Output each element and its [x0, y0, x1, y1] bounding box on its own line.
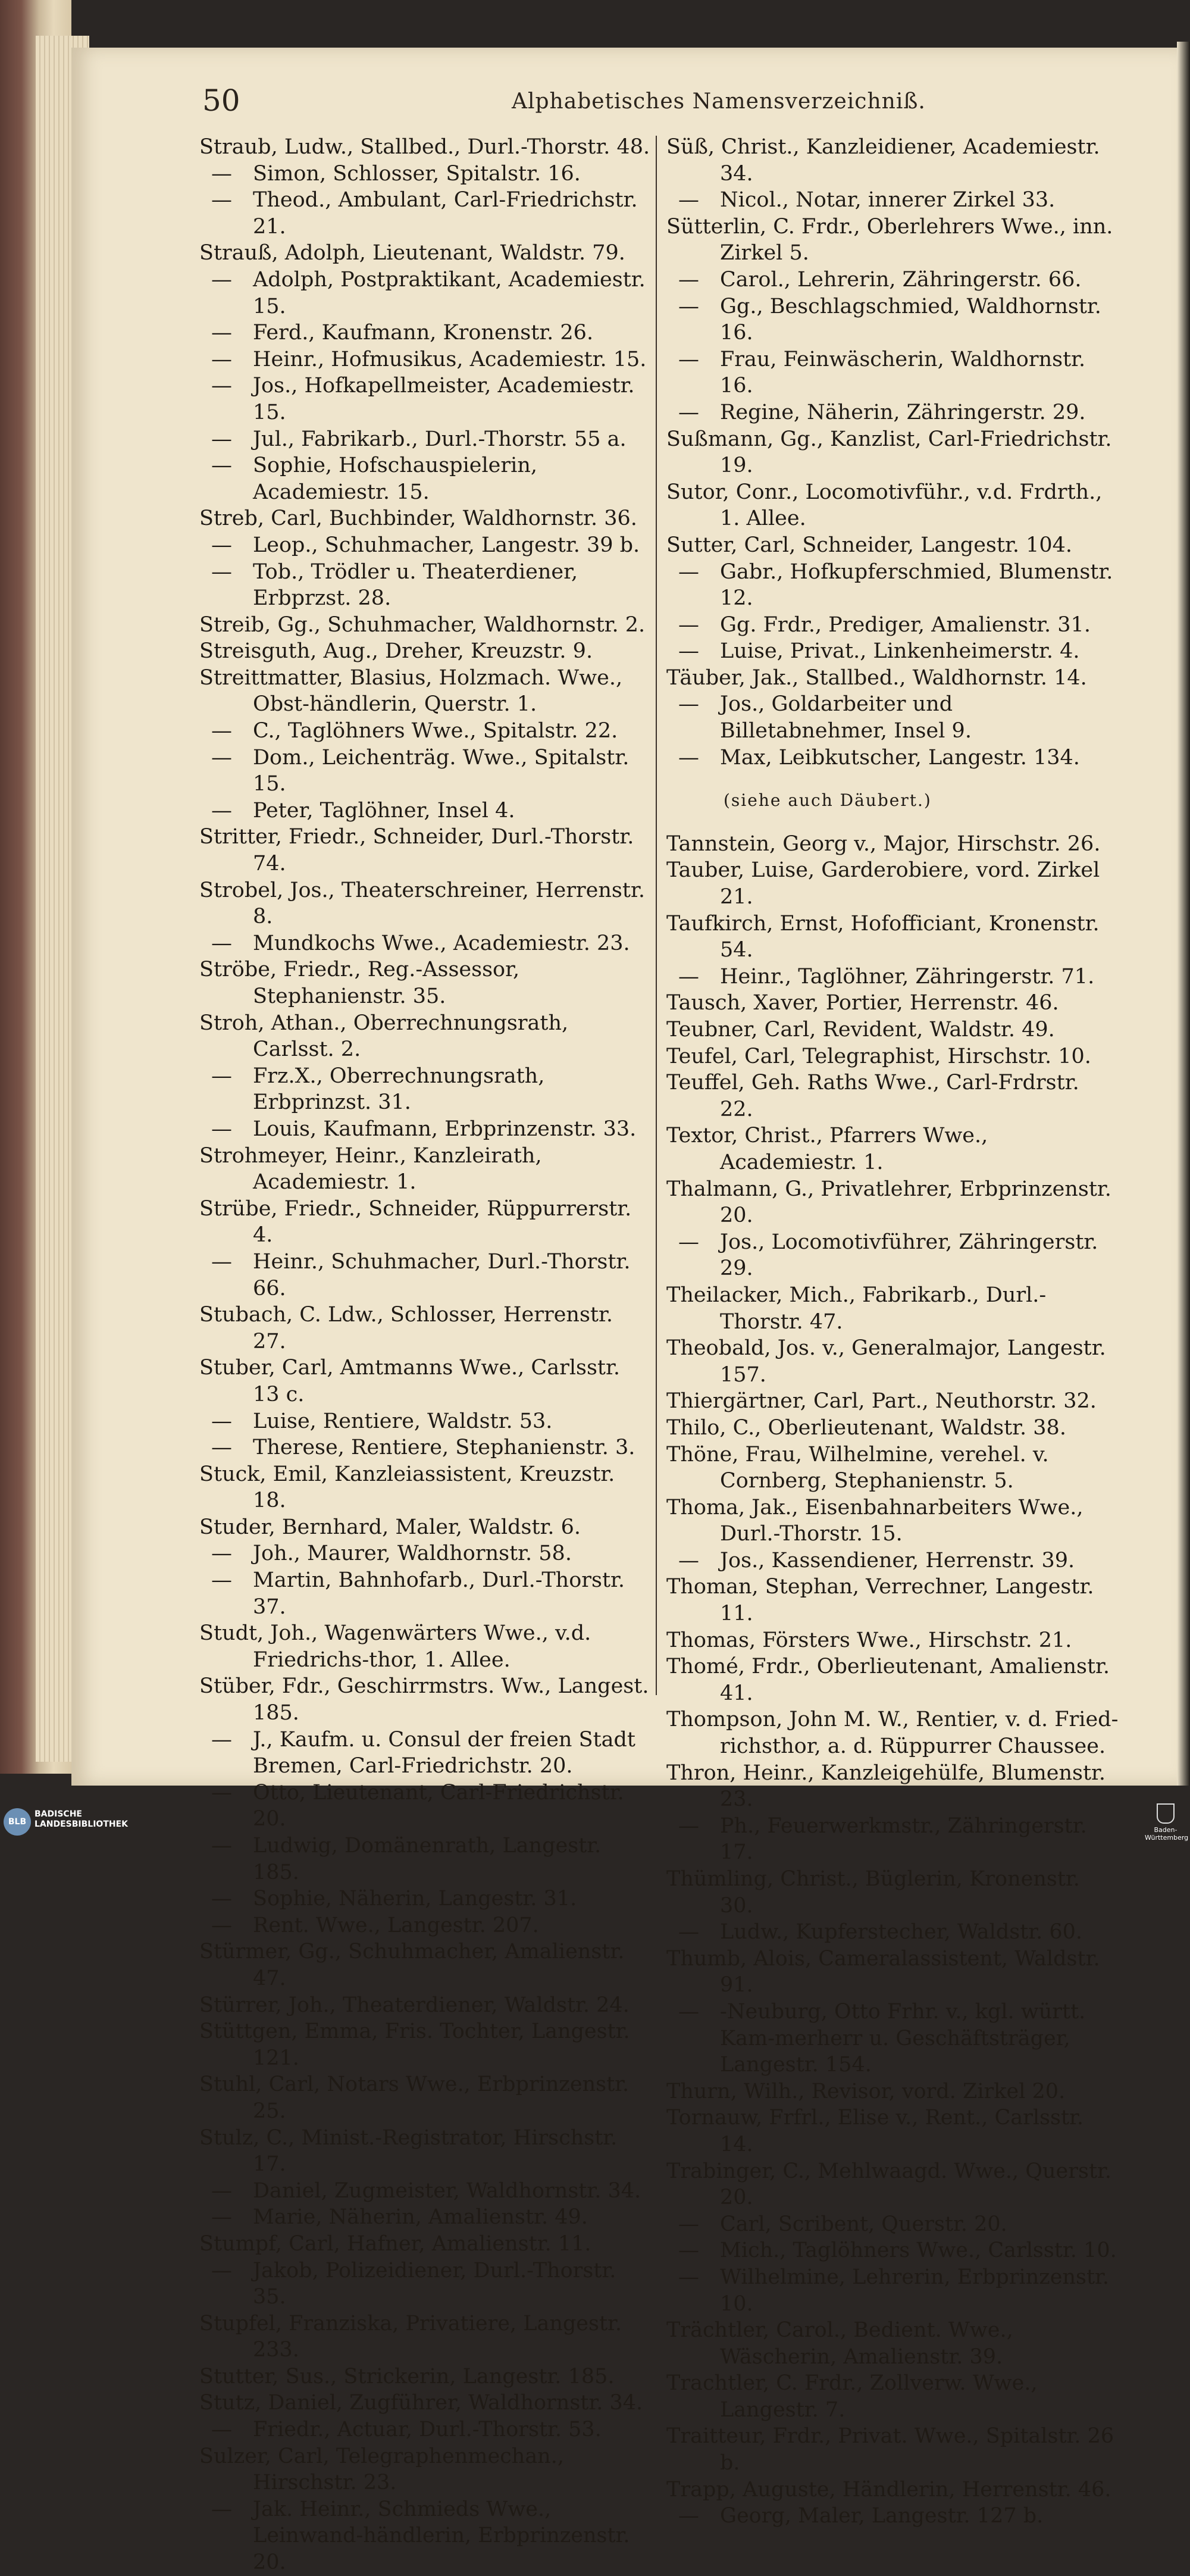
sub-entry	[199, 1567, 652, 1620]
sub-entry	[666, 293, 1119, 346]
sub-entry	[666, 1919, 1119, 1946]
entry-text: Carl, Scribent, Querstr. 20.	[720, 2212, 1007, 2236]
directory-entry	[666, 1282, 1119, 1335]
column-divider	[656, 136, 657, 1695]
entry-text: Ströbe, Friedr., Reg.-Assessor, Stephanienstr. 35.	[199, 958, 520, 1008]
ditto-dash: —	[678, 2265, 699, 2289]
entry-text: Georg, Maler, Langestr. 127 b.	[720, 2504, 1044, 2528]
directory-entry	[666, 1388, 1119, 1415]
directory-entry	[666, 2370, 1119, 2423]
ditto-dash: —	[211, 798, 232, 823]
entry-text: Teufel, Carl, Telegraphist, Hirschstr. 10.	[666, 1044, 1091, 1068]
sub-entry	[666, 559, 1119, 612]
ditto-dash: —	[211, 931, 232, 955]
entry-text: Luise, Privat., Linkenheimerstr. 4.	[720, 639, 1080, 664]
sub-entry	[199, 798, 652, 824]
ditto-dash: —	[211, 454, 232, 478]
sub-entry	[199, 267, 652, 320]
sub-entry	[666, 267, 1119, 293]
entry-text: Streb, Carl, Buchbinder, Waldhornstr. 36.	[199, 507, 637, 531]
entry-text: Gabr., Hofkupferschmied, Blumenstr. 12.	[720, 559, 1113, 611]
sub-entry	[199, 187, 652, 240]
ditto-dash: —	[211, 1542, 232, 1566]
entry-text: Thöne, Frau, Wilhelmine, verehel. v. Cornberg, Stephanienstr. 5.	[666, 1442, 1049, 1493]
directory-entry	[199, 1355, 652, 1408]
sub-entry	[199, 1780, 652, 1833]
entry-text: Rent. Wwe., Langestr. 207.	[253, 1913, 539, 1937]
entry-text: Heinr., Hofmusikus, Academiestr. 15.	[253, 347, 647, 371]
directory-entry	[666, 1627, 1119, 1654]
ditto-dash: —	[211, 427, 232, 451]
entry-text: Strohmeyer, Heinr., Kanzleirath, Academiestr. 1.	[199, 1143, 542, 1195]
directory-entry	[199, 1620, 652, 1673]
directory-entry	[666, 2105, 1119, 2158]
sub-entry	[199, 1249, 652, 1302]
ditto-dash: —	[211, 745, 232, 770]
entry-text: Thoma, Jak., Eisenbahnarbeiters Wwe., Durl.-Thorstr. 15.	[666, 1495, 1083, 1546]
directory-entry	[666, 479, 1119, 532]
entry-text: Sulzer, Carl, Telegraphenmechan., Hirschstr. 23.	[199, 2444, 564, 2495]
ditto-dash: —	[678, 745, 699, 770]
sub-entry	[199, 452, 652, 505]
directory-entry	[666, 1070, 1119, 1123]
page-right-edge	[1177, 42, 1190, 1786]
entry-text: Tausch, Xaver, Portier, Herrenstr. 46.	[666, 991, 1059, 1015]
entry-text: Stritter, Friedr., Schneider, Durl.-Thorstr. 74.	[199, 825, 634, 876]
ditto-dash: —	[678, 1548, 699, 1573]
sub-entry	[199, 1434, 652, 1461]
sub-entry	[666, 691, 1119, 744]
sub-entry	[666, 1999, 1119, 2078]
ditto-dash: —	[678, 2504, 699, 2528]
entry-text: Tannstein, Georg v., Major, Hirschstr. 26.	[666, 831, 1101, 856]
entry-text: -Neuburg, Otto Frhr. v., kgl. württ. Kam-merherr u. Geschäftsträger, Langestr. 154.	[720, 1999, 1086, 2077]
entry-text: Strauß, Adolph, Lieutenant, Waldstr. 79.	[199, 241, 625, 265]
entry-text: Taufkirch, Ernst, Hofofficiant, Kronenstr. 54.	[666, 911, 1100, 962]
sub-entry	[199, 2258, 652, 2311]
entry-text: Jos., Hofkapellmeister, Academiestr. 15.	[253, 374, 635, 424]
directory-entry	[199, 877, 652, 930]
entry-text: Sophie, Hofschauspielerin, Academiestr. 15.	[253, 454, 537, 504]
entry-text: Theobald, Jos. v., Generalmajor, Langestr. 157.	[666, 1336, 1106, 1387]
sub-entry	[666, 1548, 1119, 1574]
entry-text: Simon, Schlosser, Spitalstr. 16.	[253, 161, 581, 186]
directory-entry	[199, 956, 652, 1009]
entry-text: Stulz, C., Minist.-Registrator, Hirschstr. 17.	[199, 2125, 618, 2177]
ditto-dash: —	[678, 1230, 699, 1254]
entry-text: Friedr., Actuar, Durl.-Thorstr. 53.	[253, 2418, 602, 2442]
sub-entry	[199, 1833, 652, 1886]
directory-entry	[666, 1017, 1119, 1043]
entry-text: Therese, Rentiere, Stephanienstr. 3.	[253, 1436, 635, 1460]
entry-text: Studt, Joh., Wagenwärters Wwe., v.d. Friedrichs-thor, 1. Allee.	[199, 1621, 591, 1672]
directory-entry	[666, 911, 1119, 964]
entry-text: Stroh, Athan., Oberrechnungsrath, Carlsst. 2.	[199, 1011, 569, 1062]
ditto-dash: —	[678, 692, 699, 717]
ditto-dash: —	[678, 1814, 699, 1838]
entry-text: Luise, Rentiere, Waldstr. 53.	[253, 1409, 553, 1433]
sub-entry	[199, 2496, 652, 2576]
sub-entry	[199, 2416, 652, 2443]
ditto-dash: —	[678, 964, 699, 989]
entry-text: Mich., Taglöhners Wwe., Carlsstr. 10.	[720, 2239, 1117, 2263]
entry-text: Frz.X., Oberrechnungsrath, Erbprinzst. 31.	[253, 1064, 545, 1115]
sub-entry	[666, 1229, 1119, 1282]
directory-entry	[666, 1176, 1119, 1229]
entry-text: Jul., Fabrikarb., Durl.-Thorstr. 55 a.	[253, 427, 627, 451]
directory-entry	[199, 2125, 652, 2178]
entry-text: Peter, Taglöhner, Insel 4.	[253, 798, 515, 823]
entry-text: Straub, Ludw., Stallbed., Durl.-Thorstr. 48.	[199, 135, 650, 159]
entry-text: Stupfel, Franziska, Privatiere, Langestr. 233.	[199, 2311, 622, 2362]
ditto-dash: —	[211, 1436, 232, 1460]
ditto-dash: —	[211, 559, 232, 584]
sub-entry	[666, 2237, 1119, 2264]
library-name	[35, 1809, 128, 1830]
directory-entry	[666, 1123, 1119, 1176]
entry-text: Tauber, Luise, Garderobiere, vord. Zirkel 21.	[666, 858, 1100, 909]
entry-text: Regine, Näherin, Zähringerstr. 29.	[720, 400, 1086, 424]
cross-reference-note: (siehe auch Däubert.)	[724, 790, 932, 811]
directory-entry	[199, 1514, 652, 1541]
directory-entry	[199, 1461, 652, 1514]
entry-text: Mundkochs Wwe., Academiestr. 23.	[253, 931, 630, 955]
sub-entry	[199, 320, 652, 346]
directory-entry	[666, 1495, 1119, 1548]
directory-entry	[199, 1302, 652, 1355]
entry-text: Wilhelmine, Lehrerin, Erbprinzenstr. 10.	[720, 2265, 1110, 2316]
sub-entry	[666, 964, 1119, 990]
sub-entry	[666, 346, 1119, 399]
ditto-dash: —	[678, 612, 699, 637]
ditto-dash: —	[211, 1780, 232, 1805]
page-header	[202, 83, 1119, 125]
entry-text: Thoman, Stephan, Verrechner, Langestr. 11.	[666, 1575, 1094, 1626]
entry-text: Jakob, Polizeidiener, Durl.-Thorstr. 35.	[253, 2258, 616, 2309]
ditto-dash: —	[211, 1887, 232, 1911]
directory-entry	[666, 1574, 1119, 1627]
ditto-dash: —	[211, 1249, 232, 1274]
entry-text: Strobel, Jos., Theaterschreiner, Herrenstr. 8.	[199, 878, 645, 929]
entry-text: Textor, Christ., Pfarrers Wwe., Academiestr. 1.	[666, 1124, 988, 1174]
entry-text: Otto, Lieutenant, Carl-Friedrichstr. 20.	[253, 1780, 624, 1831]
directory-entry	[199, 1196, 652, 1249]
ditto-dash: —	[211, 1913, 232, 1937]
ditto-dash: —	[211, 321, 232, 345]
directory-entry	[666, 214, 1119, 267]
directory-entry	[666, 2477, 1119, 2503]
entry-text: Stuhl, Carl, Notars Wwe., Erbprinzenstr. 25.	[199, 2072, 630, 2123]
directory-entry	[199, 2311, 652, 2364]
ditto-dash: —	[211, 1064, 232, 1088]
ditto-dash: —	[211, 1834, 232, 1858]
directory-entry	[199, 1010, 652, 1063]
ditto-dash: —	[211, 2205, 232, 2230]
ditto-dash: —	[678, 559, 699, 584]
directory-entry	[666, 426, 1119, 479]
directory-entry	[666, 1043, 1119, 1070]
entry-text: Gg. Frdr., Prediger, Amalienstr. 31.	[720, 612, 1091, 637]
entry-text: Trabinger, C., Mehlwaagd. Wwe., Querstr. 20.	[666, 2159, 1112, 2210]
entry-text: Adolph, Postpraktikant, Academiestr. 15.	[253, 267, 646, 318]
sub-entry	[666, 187, 1119, 214]
directory-entry	[666, 1706, 1119, 1759]
entry-text: Streisguth, Aug., Dreher, Kreuzstr. 9.	[199, 639, 593, 664]
library-name-line2: LANDESBIBLIOTHEK	[35, 1820, 129, 1829]
entry-text: Leop., Schuhmacher, Langestr. 39 b.	[253, 533, 640, 557]
directory-entry	[666, 1946, 1119, 1999]
directory-entry	[199, 612, 652, 639]
entry-text: Stubach, C. Ldw., Schlosser, Herrenstr. 27.	[199, 1303, 613, 1353]
ditto-dash: —	[678, 400, 699, 424]
ditto-dash: —	[678, 1999, 699, 2024]
directory-entry	[199, 1673, 652, 1726]
directory-entry	[666, 134, 1119, 187]
entry-text: Thomé, Frdr., Oberlieutenant, Amalienstr. 41.	[666, 1655, 1110, 1705]
ditto-dash: —	[678, 347, 699, 371]
ditto-dash: —	[211, 2258, 232, 2283]
entry-text: Sophie, Näherin, Langestr. 31.	[253, 1887, 577, 1911]
entry-text: Streittmatter, Blasius, Holzmach. Wwe., Obst-händlerin, Querstr. 1.	[199, 665, 623, 717]
ditto-dash: —	[211, 161, 232, 186]
directory-entry	[666, 1653, 1119, 1706]
entry-text: Tornauw, Frfrl., Elise v., Rent., Carlsstr. 14.	[666, 2106, 1084, 2156]
entry-text: Süß, Christ., Kanzleidiener, Academiestr. 34.	[666, 135, 1100, 186]
entry-text: Nicol., Notar, innerer Zirkel 33.	[720, 188, 1056, 212]
entry-text: Thompson, John M. W., Rentier, v. d. Fried-richsthor, a. d. Rüppurrer Chaussee.	[666, 1708, 1119, 1759]
sub-entry	[199, 426, 652, 453]
entry-text: Carol., Lehrerin, Zähringerstr. 66.	[720, 267, 1082, 292]
ditto-dash: —	[678, 2239, 699, 2263]
entry-text: Heinr., Schuhmacher, Durl.-Thorstr. 66.	[253, 1249, 631, 1300]
directory-entry	[666, 2317, 1119, 2370]
entry-text: Jos., Goldarbeiter und Billetabnehmer, Insel 9.	[720, 692, 972, 743]
ditto-dash: —	[678, 267, 699, 292]
sub-entry	[199, 930, 652, 957]
ditto-dash: —	[211, 347, 232, 371]
sub-entry	[666, 638, 1119, 665]
sub-entry	[666, 2503, 1119, 2530]
sub-entry	[199, 559, 652, 612]
ditto-dash: —	[211, 267, 232, 292]
directory-entry	[666, 831, 1119, 858]
sub-entry	[199, 1116, 652, 1143]
entry-text: Sütterlin, C. Frdr., Oberlehrers Wwe., inn. Zirkel 5.	[666, 214, 1113, 265]
entry-text: Marie, Näherin, Amalienstr. 49.	[253, 2205, 588, 2230]
entry-text: Stuck, Emil, Kanzleiassistent, Kreuzstr. 18.	[199, 1462, 615, 1513]
entry-text: Sutor, Conr., Locomotivführ., v.d. Frdrth., 1. Allee.	[666, 480, 1103, 531]
directory-entry	[666, 2423, 1119, 2476]
directory-entry	[666, 990, 1119, 1017]
entry-text: Stürmer, Gg., Schuhmacher, Amalienstr. 47.	[199, 1940, 625, 1990]
sub-entry	[199, 161, 652, 187]
directory-entry	[666, 532, 1119, 559]
entry-text: Stuber, Carl, Amtmanns Wwe., Carlsstr. 13 c.	[199, 1356, 621, 1406]
directory-entry	[199, 824, 652, 877]
entry-text: Max, Leibkutscher, Langestr. 134.	[720, 745, 1080, 770]
entry-text: Ph., Feuerwerkmstr., Zähringerstr. 17.	[720, 1814, 1087, 1865]
sub-entry	[666, 399, 1119, 426]
ditto-dash: —	[211, 1568, 232, 1593]
entry-text: Gg., Beschlagschmied, Waldhornstr. 16.	[720, 294, 1101, 345]
entry-text: Stürrer, Joh., Theaterdiener, Waldstr. 24.	[199, 1993, 630, 2017]
entry-text: Thiergärtner, Carl, Part., Neuthorstr. 32.	[666, 1389, 1097, 1414]
directory-entry	[199, 2364, 652, 2390]
sub-entry	[666, 2211, 1119, 2238]
ditto-dash: —	[678, 1920, 699, 1944]
entry-text: Thilo, C., Oberlieutenant, Waldstr. 38.	[666, 1415, 1066, 1440]
entry-text: Jos., Locomotivführer, Zähringerstr. 29.	[720, 1230, 1098, 1281]
ditto-dash: —	[211, 374, 232, 398]
sub-entry	[199, 1886, 652, 1912]
entry-text: Ferd., Kaufmann, Kronenstr. 26.	[253, 321, 594, 345]
directory-entry	[199, 2018, 652, 2071]
directory-entry	[199, 1143, 652, 1196]
directory-entry	[666, 1335, 1119, 1388]
entry-text: Ludwig, Domänenrath, Langestr. 185.	[253, 1834, 602, 1884]
entry-text: Stutz, Daniel, Zugführer, Waldhornstr. 34.	[199, 2391, 643, 2415]
sub-entry	[199, 532, 652, 559]
ditto-dash: —	[211, 2418, 232, 2442]
entry-text: Frau, Feinwäscherin, Waldhornstr. 16.	[720, 347, 1086, 398]
entry-text: Stumpf, Carl, Hafner, Amalienstr. 11.	[199, 2231, 591, 2256]
ditto-dash: —	[678, 2212, 699, 2236]
sub-entry	[199, 745, 652, 798]
entry-text: Streib, Gg., Schuhmacher, Waldhornstr. 2.	[199, 612, 646, 637]
entry-text: Martin, Bahnhofarb., Durl.-Thorstr. 37.	[253, 1568, 625, 1619]
entry-text: Jak. Heinr., Schmieds Wwe., Leinwand-händlerin, Erbprinzenstr. 20.	[253, 2497, 630, 2575]
entry-text: Ludw., Kupferstecher, Waldstr. 60.	[720, 1920, 1083, 1944]
directory-entry	[199, 665, 652, 718]
directory-entry	[666, 665, 1119, 692]
running-title: Alphabetisches Namensverzeichniß.	[512, 89, 926, 114]
directory-entry	[199, 134, 652, 161]
sub-entry	[666, 745, 1119, 771]
right-column	[666, 134, 1119, 2530]
directory-entry	[666, 2078, 1119, 2105]
entry-text: Stutter, Sus., Strickerin, Langestr. 185.	[199, 2364, 615, 2389]
entry-text: C., Taglöhners Wwe., Spitalstr. 22.	[253, 719, 618, 743]
ditto-dash: —	[678, 639, 699, 664]
sub-entry	[199, 1727, 652, 1780]
directory-entry	[666, 1866, 1119, 1919]
entry-text: Täuber, Jak., Stallbed., Waldhornstr. 14.	[666, 665, 1087, 690]
entry-text: Trachtler, C. Frdr., Zollverw. Wwe., Langestr. 7.	[666, 2371, 1038, 2422]
sub-entry	[666, 1813, 1119, 1866]
directory-entry	[199, 638, 652, 665]
directory-entry	[199, 2390, 652, 2416]
directory-entry	[199, 1939, 652, 1992]
entry-text: J., Kaufm. u. Consul der freien Stadt Bremen, Carl-Friedrichstr. 20.	[253, 1727, 635, 1778]
directory-entry	[199, 2231, 652, 2258]
entry-text: Dom., Leichenträg. Wwe., Spitalstr. 15.	[253, 745, 630, 796]
directory-entry	[666, 857, 1119, 910]
entry-text: Jos., Kassendiener, Herrenstr. 39.	[720, 1548, 1075, 1573]
entry-text: Studer, Bernhard, Maler, Waldstr. 6.	[199, 1515, 581, 1539]
sub-entry	[666, 612, 1119, 639]
entry-text: Sußmann, Gg., Kanzlist, Carl-Friedrichstr. 19.	[666, 427, 1112, 478]
entry-text: Tob., Trödler u. Theaterdiener, Erbprzst. 28.	[253, 559, 578, 611]
library-name-line1: BADISCHE	[35, 1809, 82, 1819]
entry-text: Thalmann, G., Privatlehrer, Erbprinzenstr. 20.	[666, 1177, 1111, 1228]
ditto-dash: —	[211, 1727, 232, 1752]
entry-text: Daniel, Zugmeister, Waldhornstr. 34.	[253, 2178, 641, 2203]
bw-crest-icon	[1157, 1803, 1175, 1824]
ditto-dash: —	[678, 188, 699, 212]
ditto-dash: —	[211, 1117, 232, 1141]
directory-entry	[666, 1442, 1119, 1495]
ditto-dash: —	[678, 294, 699, 318]
entry-text: Joh., Maurer, Waldhornstr. 58.	[253, 1542, 572, 1566]
sub-entry	[666, 2264, 1119, 2317]
entry-text: Thomas, Försters Wwe., Hirschstr. 21.	[666, 1628, 1072, 1652]
entry-text: Thümling, Christ., Büglerin, Kronenstr. 30.	[666, 1867, 1080, 1918]
bw-label: Baden-Württemberg	[1145, 1826, 1189, 1842]
directory-entry	[666, 1415, 1119, 1442]
entry-text: Sutter, Carl, Schneider, Langestr. 104.	[666, 533, 1073, 557]
directory-entry	[199, 505, 652, 532]
ditto-dash: —	[211, 533, 232, 557]
entry-text: Trapp, Auguste, Händlerin, Herrenstr. 46.	[666, 2477, 1111, 2502]
directory-entry	[199, 1992, 652, 2019]
directory-entry	[199, 2071, 652, 2124]
entry-text: Thumb, Alois, Cameralassistent, Waldstr. 91.	[666, 1946, 1100, 1997]
ditto-dash: —	[211, 2497, 232, 2521]
sub-entry	[199, 1540, 652, 1567]
entry-text: Theilacker, Mich., Fabrikarb., Durl.-Thorstr. 47.	[666, 1283, 1047, 1334]
entry-text: Theod., Ambulant, Carl-Friedrichstr. 21.	[253, 188, 638, 239]
page-number: 50	[202, 83, 240, 118]
sub-entry	[199, 1063, 652, 1116]
blb-logo-icon: BLB	[4, 1808, 31, 1836]
entry-text: Traitteur, Frdr., Privat. Wwe., Spitalstr. 26 b.	[666, 2424, 1114, 2475]
ditto-dash: —	[211, 1409, 232, 1433]
entry-text: Stüttgen, Emma, Fris. Tochter, Langestr. 121.	[199, 2019, 630, 2070]
sub-entry	[199, 1912, 652, 1939]
entry-text: Stüber, Fdr., Geschirrmstrs. Ww., Langest. 185.	[199, 1674, 649, 1725]
entry-text: Teuffel, Geh. Raths Wwe., Carl-Frdrstr. 22.	[666, 1071, 1079, 1121]
entry-text: Strübe, Friedr., Schneider, Rüppurrerstr. 4.	[199, 1196, 632, 1248]
sub-entry	[199, 2204, 652, 2231]
sub-entry	[199, 346, 652, 373]
entry-text: Thron, Heinr., Kanzleigehülfe, Blumenstr. 23.	[666, 1761, 1106, 1812]
ditto-dash: —	[211, 719, 232, 743]
entry-text: Trächtler, Carol., Bedient. Wwe., Wäscherin, Amalienstr. 39.	[666, 2318, 1013, 2369]
directory-entry	[199, 240, 652, 267]
entry-text: Louis, Kaufmann, Erbprinzenstr. 33.	[253, 1117, 637, 1141]
directory-entry	[666, 2158, 1119, 2211]
entry-text: Thurn, Wilh., Revisor, vord. Zirkel 20.	[666, 2079, 1066, 2103]
sub-entry	[199, 2178, 652, 2205]
entry-text: Heinr., Taglöhner, Zähringerstr. 71.	[720, 964, 1095, 989]
directory-entry	[199, 2443, 652, 2496]
sub-entry	[199, 718, 652, 745]
sub-entry	[199, 1408, 652, 1435]
ditto-dash: —	[211, 2178, 232, 2203]
ditto-dash: —	[211, 188, 232, 212]
sub-entry	[199, 373, 652, 426]
bw-logo	[1145, 1803, 1189, 1842]
left-column	[199, 134, 652, 2576]
directory-entry	[666, 1760, 1119, 1813]
entry-text: Teubner, Carl, Revident, Waldstr. 49.	[666, 1018, 1055, 1042]
